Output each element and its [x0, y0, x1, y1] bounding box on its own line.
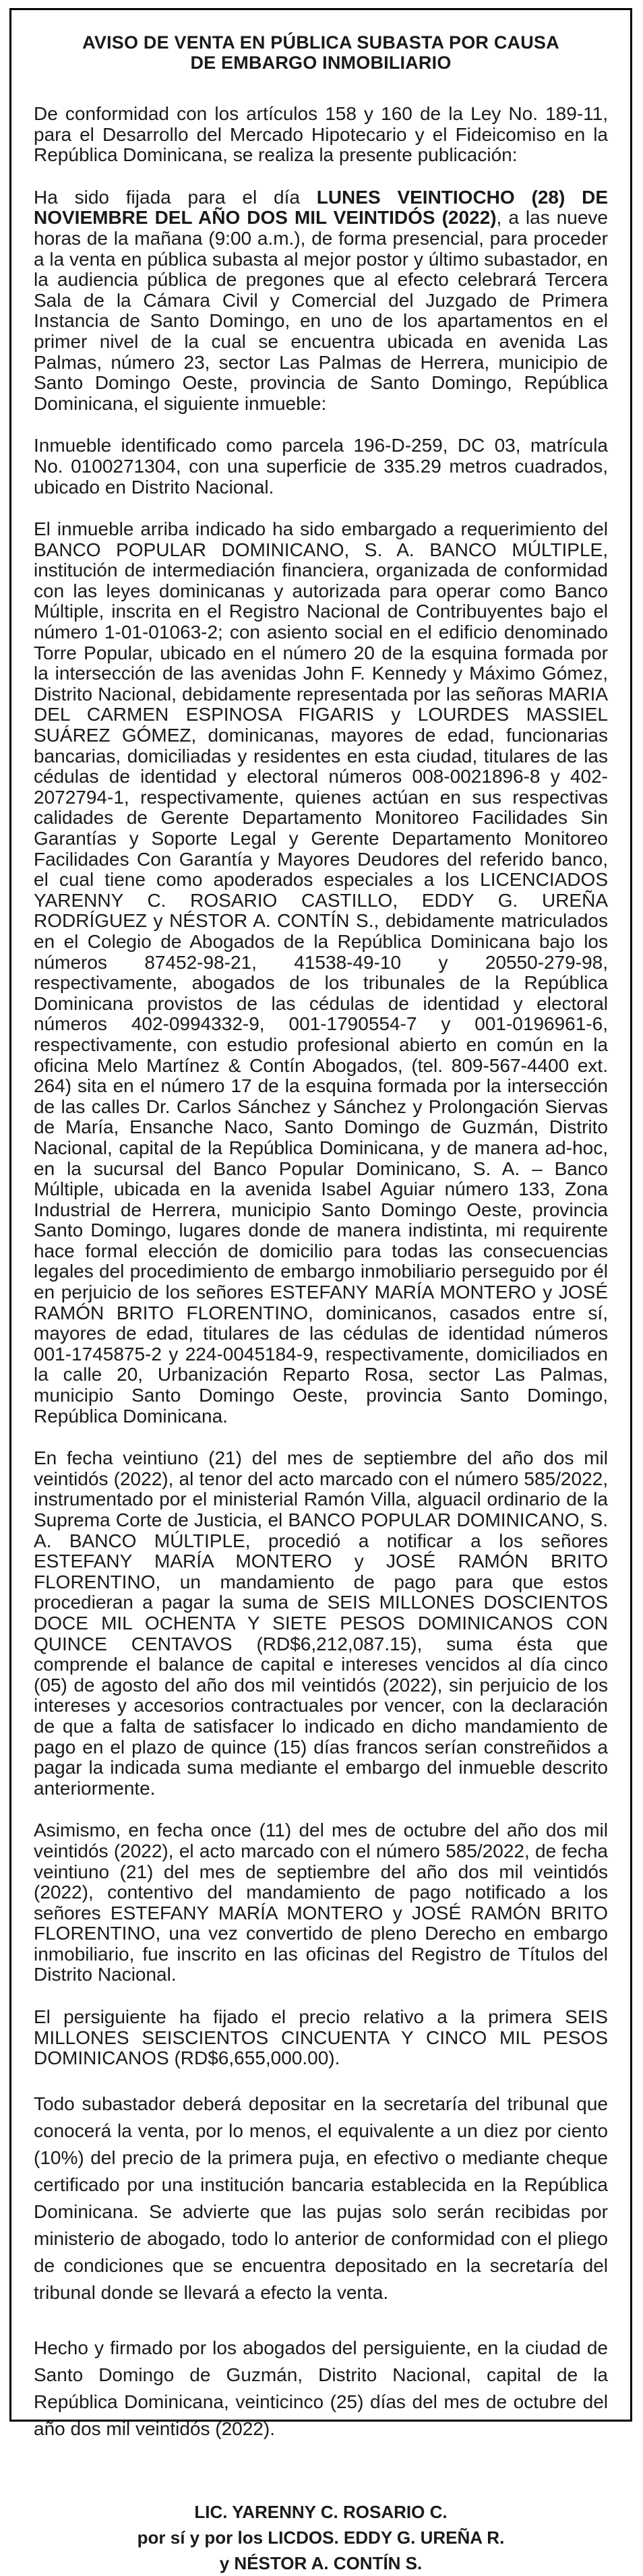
auction-date-details: , a las nueve horas de la mañana (9:00 a.m.), de forma presencial, para proceder a la venta en pública subasta al mejor postor y último subastador, en la audiencia pública de pregones que al efecto celebrará Tercera Sala de la Cámara Civil y Comercial del Juzgado de Primera Instancia de Santo Domingo, en uno de los apartamentos en el primer nivel de la cual se encuentra ubicada en avenida Las Palmas, número 23, sector Las Palmas de Herrera, municipio de Santo Domingo Oeste, provincia de Santo Domingo, República Dominicana, el siguiente inmueble:	[34, 207, 608, 414]
paragraph-payment-order: En fecha veintiuno (21) del mes de septiembre del año dos mil veintidós (2022), al tenor del acto marcado con el número 585/2022, instrumentado por el ministerial Ramón Villa, alguacil ordinario de la Suprema Corte de Justicia, el BANCO POPULAR DOMINICANO, S. A. BANCO MÚLTIPLE, procedió a notificar a los señores ESTEFANY MARÍA MONTERO y JOSÉ RAMÓN BRITO FLORENTINO, un mandamiento de pago para que estos procedieran a pagar la suma de SEIS MILLONES DOSCIENTOS DOCE MIL OCHENTA Y SIETE PESOS DOMINICANOS CON QUINCE CENTAVOS (RD$6,212,087.15), suma ésta que comprende el balance de capital e intereses vencidos al día cinco (05) de agosto del año dos mil veintidós (2022), sin perjuicio de los intereses y accesorios contractuales por vencer, con la declaración de que a falta de satisfacer lo indicado en dicho mandamiento de pago en el plazo de quince (15) días francos serían constreñidos a pagar la indicada suma mediante el embargo del inmueble descrito anteriormente.	[34, 1447, 608, 1799]
paragraph-price: El persiguiente ha fijado el precio relativo a la primera SEIS MILLONES SEISCIENTOS CINCUENTA Y CINCO MIL PESOS DOMINICANOS (RD$6,655,000.00).	[34, 2006, 608, 2069]
title-line-2: DE EMBARGO INMOBILIARIO	[190, 53, 452, 73]
paragraph-registration: Asimismo, en fecha once (11) del mes de octubre del año dos mil veintidós (2022), el acto marcado con el número 585/2022, de fecha veintiuno (21) del mes de septiembre del año dos mil veintidós (2022), contentivo del mandamiento de pago notificado a los señores ESTEFANY MARÍA MONTERO y JOSÉ RAMÓN BRITO FLORENTINO, una vez convertido de pleno Derecho en embargo inmobiliario, fue inscrito en las oficinas del Registro de Títulos del Distrito Nacional.	[34, 1820, 608, 1985]
paragraph-auction-date	[34, 187, 608, 415]
paragraph-property: Inmueble identificado como parcela 196-D-259, DC 03, matrícula No. 0100271304, con una superficie de 335.29 metros cuadrados, ubicado en Distrito Nacional.	[34, 435, 608, 498]
paragraph-seizure: El inmueble arriba indicado ha sido embargado a requerimiento del BANCO POPULAR DOMINICANO, S. A. BANCO MÚLTIPLE, institución de intermediación financiera, organizada de conformidad con las leyes dominicanas y autorizada para operar como Banco Múltiple, inscrita en el Registro Nacional de Contribuyentes bajo el número 1-01-01063-2; con asiento social en el edificio denominado Torre Popular, ubicado en el número 20 de la esquina formada por la intersección de las avenidas John F. Kennedy y Máximo Gómez, Distrito Nacional, debidamente representada por las señoras MARIA DEL CARMEN ESPINOSA FIGARIS y LOURDES MASSIEL SUÁREZ GÓMEZ, dominicanas, mayores de edad, funcionarias bancarias, domiciliadas y residentes en esta ciudad, titulares de las cédulas de identidad y electoral números 008-0021896-8 y 402-2072794-1, respectivamente, quienes actúan en sus respectivas calidades de Gerente Departamento Monitoreo Facilidades Sin Garantías y Soporte Legal y Gerente Departamento Monitoreo Facilidades Con Garantía y Mayores Deudores del referido banco, el cual tiene como apoderados especiales a los LICENCIADOS YARENNY C. ROSARIO CASTILLO, EDDY G. UREÑA RODRÍGUEZ y NÉSTOR A. CONTÍN S., debidamente matriculados en el Colegio de Abogados de la República Dominicana bajo los números 87452-98-21, 41538-49-10 y 20550-279-98, respectivamente, abogados de los tribunales de la República Dominicana provistos de las cédulas de identidad y electoral números 402-0994332-9, 001-1790554-7 y 001-0196961-6, respectivamente, con estudio profesional abierto en común en la oficina Melo Martínez & Contín Abogados, (tel. 809-567-4400 ext. 264) sita en el número 17 de la esquina formada por la intersección de las calles Dr. Carlos Sánchez y Sánchez y Prolongación Siervas de María, Ensanche Naco, Santo Domingo de Guzmán, Distrito Nacional, capital de la República Dominicana, y de manera ad-hoc, en la sucursal del Banco Popular Dominicano, S. A. – Banco Múltiple, ubicada en la avenida Isabel Aguiar número 133, Zona Industrial de Herrera, municipio Santo Domingo Oeste, provincia Santo Domingo, lugares donde de manera indistinta, mi requirente hace formal elección de domicilio para todas las consecuencias legales del procedimiento de embargo inmobiliario perseguido por él en perjuicio de los señores ESTEFANY MARÍA MONTERO y JOSÉ RAMÓN BRITO FLORENTINO, dominicanos, casados entre sí, mayores de edad, titulares de las cédulas de identidad números 001-1745875-2 y 224-0045184-9, respectivamente, domiciliados en la calle 20, Urbanización Reparto Rosa, sector Las Palmas, municipio Santo Domingo Oeste, provincia Santo Domingo, República Dominicana.	[34, 518, 608, 1427]
signature-line-2: por sí y por los LICDOS. EDDY G. UREÑA R.	[137, 2527, 505, 2548]
notice-title	[34, 32, 608, 73]
signature-line-3: y NÉSTOR A. CONTÍN S.	[219, 2552, 423, 2573]
signature-block	[34, 2499, 608, 2576]
auction-date-intro: Ha sido fijada para el día	[34, 186, 317, 208]
signature-line-1: LIC. YARENNY C. ROSARIO C.	[194, 2501, 448, 2522]
title-line-1: AVISO DE VENTA EN PÚBLICA SUBASTA POR CAUSA	[82, 32, 559, 53]
paragraph-signed: Hecho y firmado por los abogados del persiguiente, en la ciudad de Santo Domingo de Guzmán, Distrito Nacional, capital de la República Dominicana, veinticinco (25) días del mes de octubre del año dos mil veintidós (2022).	[34, 2337, 608, 2439]
paragraph-deposit: Todo subastador deberá depositar en la secretaría del tribunal que conocerá la venta, por lo menos, el equivalente a un diez por ciento (10%) del precio de la primera puja, en efectivo o mediante cheque certificado por una institución bancaria establecida en la República Dominicana. Se advierte que las pujas solo serán recibidas por ministerio de abogado, todo lo anterior de conformidad con el pliego de condiciones que se encuentra depositado en la secretaría del tribunal donde se llevará a efecto la venta.	[34, 2093, 608, 2303]
legal-notice	[34, 32, 608, 2576]
auction-date: LUNES VEINTIOCHO (28) DE NOVIEMBRE DEL AÑO DOS MIL VEINTIDÓS (2022)	[34, 186, 608, 229]
paragraph-legal-basis: De conformidad con los artículos 158 y 160 de la Ley No. 189-11, para el Desarrollo del Mercado Hipotecario y el Fideicomiso en la República Dominicana, se realiza la presente publicación:	[34, 103, 608, 166]
